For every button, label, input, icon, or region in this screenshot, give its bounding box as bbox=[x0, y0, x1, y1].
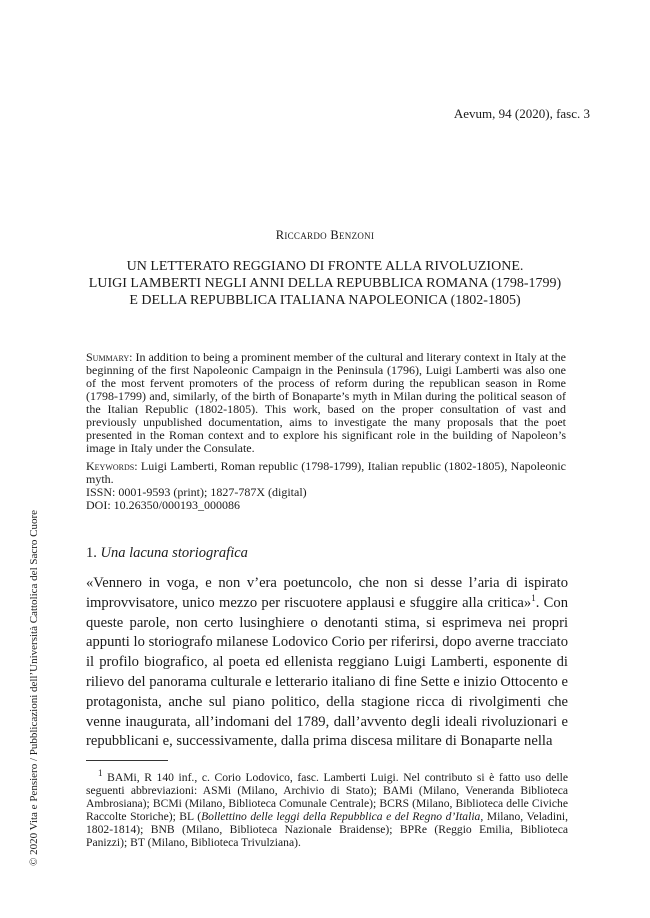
footnote-text: BAMi, R 140 inf., c. Corio Lodovico, fasc. Lamberti Luigi. Nel contributo si è fatto uso delle seguenti abbreviazioni: ASMi (Milano, Archivio di Stato); BAMi (Milano, Veneranda Biblioteca Ambrosiana); BCMi (Milano, Biblioteca Comunale Centrale); BCRS (Milano, Biblioteca delle Civiche Raccolte Storiche); BL ( bbox=[86, 771, 568, 823]
summary-label: Summary bbox=[86, 350, 130, 364]
article-title bbox=[60, 258, 590, 309]
footnote-text: , Milano, Veladini, 1802-1814); BNB (Milano, Biblioteca Nazionale Braidense); BPRe (Reggio Emilia, Biblioteca Panizzi); BT (Milano, Biblioteca Trivulziana). bbox=[86, 810, 568, 849]
footnote-italic-title: Bollettino delle leggi della Repubblica e del Regno d’Italia bbox=[201, 810, 481, 823]
summary-text: : In addition to being a prominent member of the cultural and literary context in Italy at the beginning of the first Napoleonic Campaign in the Peninsula (1796), Luigi Lamberti was also one of the most fervent promoters of the process of reform during the republican season in Rome (1798-1799) and, similarly, of the birth of Bonaparte’s myth in Milan during the political season of the Italian Republic (1802-1805). This work, based on the proper consultation of vast and previously unpublished documentation, aims to investigate the many proposals that the poet presented in the Roman context and to explore his significant role in the building of Napoleon’s image in Italy under the Consulate. bbox=[86, 350, 567, 455]
title-line: UN LETTERATO REGGIANO DI FRONTE ALLA RIVOLUZIONE. bbox=[126, 259, 524, 274]
article-metadata bbox=[86, 460, 566, 512]
body-text-part: «Vennero in voga, e non v’era poetuncolo, che non si desse l’aria di ispirato improvvisatore, unico mezzo per riscuotere applausi e sfuggire alla critica» bbox=[86, 575, 568, 611]
copyright-notice: © 2020 Vita e Pensiero / Pubblicazioni dell’Università Cattolica del Sacro Cuore bbox=[28, 509, 40, 866]
footnote-reference: 1 bbox=[531, 592, 536, 603]
footnote-divider bbox=[86, 760, 168, 761]
section-title: Una lacuna storiografica bbox=[100, 545, 248, 561]
keywords-line bbox=[86, 460, 566, 486]
title-line: E DELLA REPUBBLICA ITALIANA NAPOLEONICA (1802-1805) bbox=[129, 293, 521, 308]
footnote bbox=[86, 768, 568, 849]
doi-line: DOI: 10.26350/000193_000086 bbox=[86, 498, 240, 512]
issn-line: ISSN: 0001-9593 (print); 1827-787X (digital) bbox=[86, 485, 307, 499]
keywords-label: Keywords bbox=[86, 459, 135, 473]
title-line: LUIGI LAMBERTI NEGLI ANNI DELLA REPUBBLICA ROMANA (1798-1799) bbox=[88, 276, 562, 291]
author-name: Riccardo Benzoni bbox=[275, 228, 375, 242]
summary-abstract bbox=[86, 351, 566, 455]
section-heading bbox=[86, 545, 248, 562]
footnote-number: 1 bbox=[98, 768, 103, 779]
keywords-text: : Luigi Lamberti, Roman republic (1798-1799), Italian republic (1802-1805), Napoleonic myth. bbox=[86, 459, 566, 486]
section-number: 1. bbox=[86, 545, 101, 561]
body-text-part: . Con queste parole, non certo lusinghiere o denotanti stima, si esprimeva nei propri appunti lo storiografo milanese Lodovico Corio per riferirsi, dopo averne tracciato il profilo biografico, al poeta ed ellenista reggiano Luigi Lamberti, esponente di rilievo del panorama culturale e letterario italiano di fine Sette e inizio Ottocento e protagonista, anche sul piano politico, della stagione ricca di rivolgimenti che venne inaugurata, all’indomani del 1789, dall’avvento degli ideali rivoluzionari e repubblicani e, successivamente, dalla prima discesa militare di Bonaparte nella bbox=[86, 594, 569, 750]
body-paragraph bbox=[86, 574, 568, 752]
journal-reference: Aevum, 94 (2020), fasc. 3 bbox=[453, 106, 590, 121]
